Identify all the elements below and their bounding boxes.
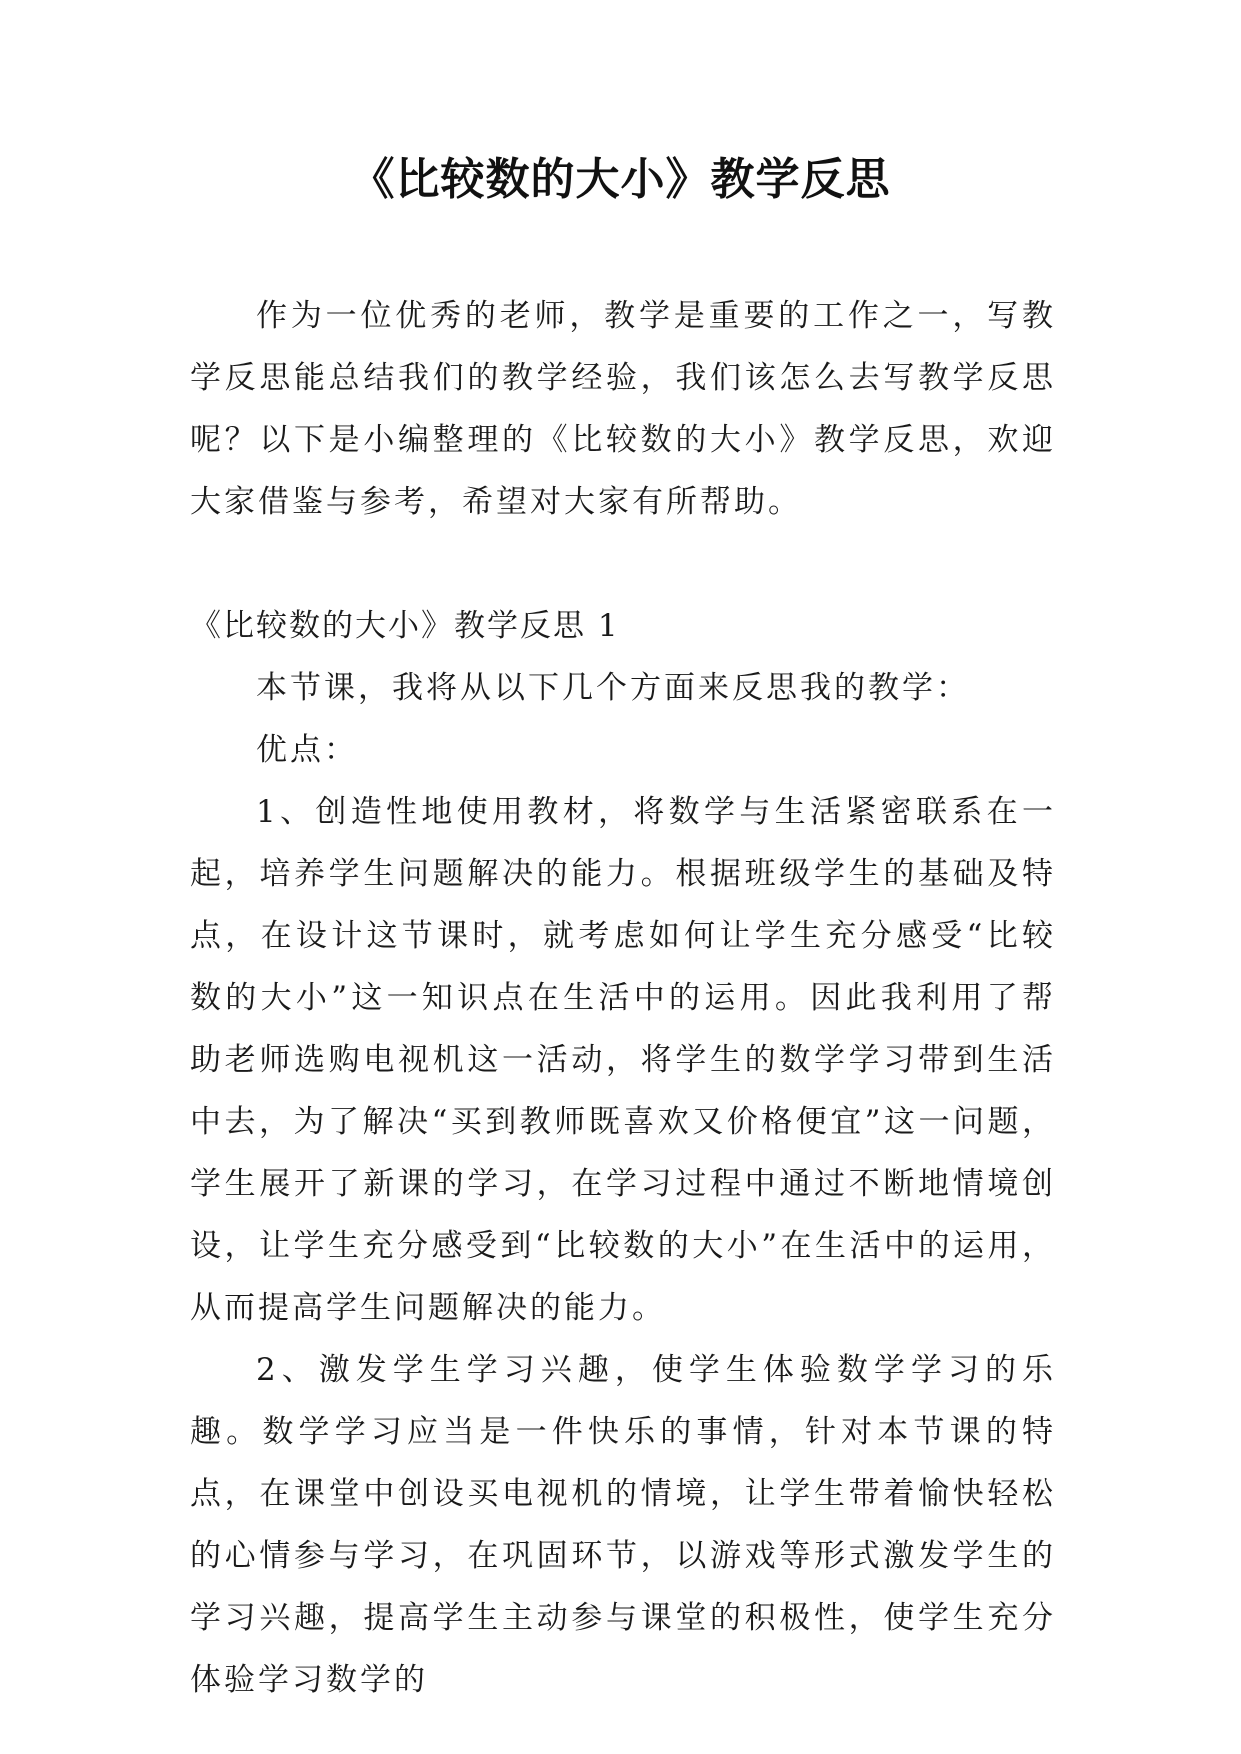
point-1-paragraph: 1、创造性地使用教材，将数学与生活紧密联系在一起，培养学生问题解决的能力。根据班级学生的基础及特点，在设计这节课时，就考虑如何让学生充分感受“比较数的大小”这一知识点在生活中的运用。因此我利用了帮助老师选购电视机这一活动，将学生的数学学习带到生活中去，为了解决“买到教师既喜欢又价格便宜”这一问题，学生展开了新课的学习，在学习过程中通过不断地情境创设，让学生充分感受到“比较数的大小”在生活中的运用，从而提高学生问题解决的能力。 [190, 794, 1056, 1326]
intro-paragraph: 作为一位优秀的老师，教学是重要的工作之一，写教学反思能总结我们的教学经验，我们该怎么去写教学反思呢？以下是小编整理的《比较数的大小》教学反思，欢迎大家借鉴与参考，希望对大家有所帮助。 [190, 298, 1056, 520]
document-body [190, 285, 1056, 1711]
opening-paragraph: 本节课，我将从以下几个方面来反思我的教学： [256, 670, 970, 706]
section-heading: 《比较数的大小》教学反思 1 [190, 608, 620, 644]
document-title: 《比较数的大小》教学反思 [350, 154, 891, 205]
point-2-paragraph: 2、激发学生学习兴趣，使学生体验数学学习的乐趣。数学学习应当是一件快乐的事情，针对本节课的特点，在课堂中创设买电视机的情境，让学生带着愉快轻松的心情参与学习，在巩固环节，以游戏等形式激发学生的学习兴趣，提高学生主动参与课堂的积极性，使学生充分体验学习数学的 [190, 1352, 1056, 1698]
strengths-label: 优点： [256, 732, 358, 768]
